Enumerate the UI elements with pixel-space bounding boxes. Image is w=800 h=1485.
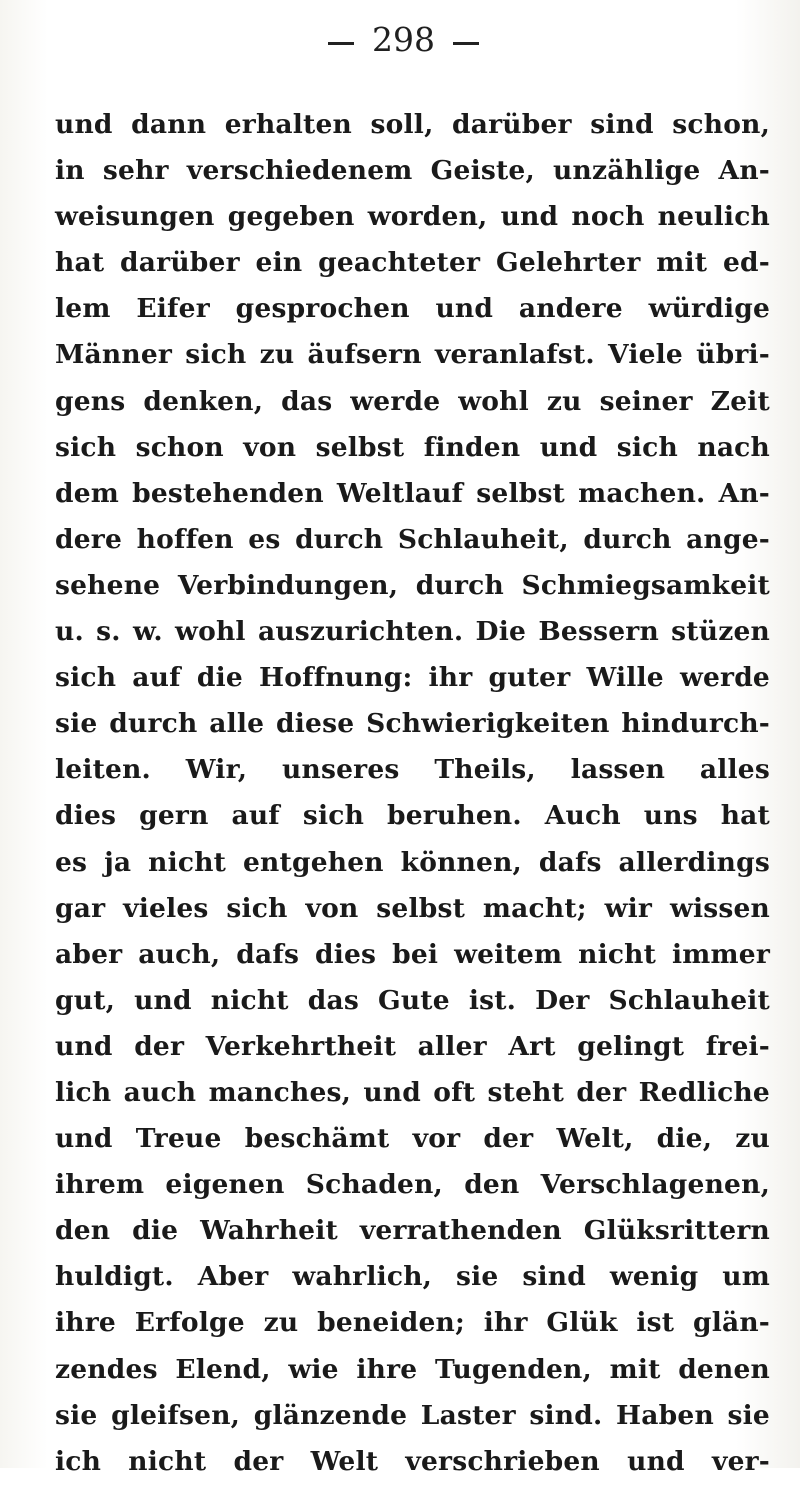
- text-line: und dann erhalten soll, darüber sind schon,: [55, 109, 770, 140]
- text-line: und der Verkehrtheit aller Art gelingt frei-: [55, 1030, 770, 1062]
- text-line: lem Eifer gesprochen und andere würdige: [55, 293, 770, 325]
- text-line: dere hoffen es durch Schlauheit, durch ange-: [55, 523, 770, 555]
- page-header: [0, 20, 800, 70]
- text-line: ich nicht der Welt verschrieben und ver-: [55, 1445, 770, 1477]
- page-number: 298: [372, 20, 435, 59]
- text-line: huldigt. Aber wahrlich, sie sind wenig um: [55, 1261, 770, 1293]
- text-line: sie durch alle diese Schwierigkeiten hindurch-: [55, 708, 770, 740]
- text-line: sich auf die Hoffnung: ihr guter Wille werde: [55, 662, 770, 694]
- header-right-dash: [453, 42, 479, 45]
- text-line: sie gleifsen, glänzende Laster sind. Haben sie: [55, 1399, 770, 1431]
- text-line: leiten. Wir, unseres Theils, lassen alles: [55, 754, 770, 786]
- text-line: dem bestehenden Weltlauf selbst machen. An-: [55, 477, 770, 509]
- header-left-dash: [328, 42, 354, 45]
- text-line: hat darüber ein geachteter Gelehrter mit ed-: [55, 247, 770, 279]
- text-line: zendes Elend, wie ihre Tugenden, mit denen: [55, 1353, 770, 1385]
- text-line: lich auch manches, und oft steht der Redliche: [55, 1076, 770, 1108]
- text-line: gens denken, das werde wohl zu seiner Zeit: [55, 385, 770, 417]
- text-line: in sehr verschiedenem Geiste, unzählige An-: [55, 155, 770, 187]
- text-line: ihrem eigenen Schaden, den Verschlagenen,: [55, 1169, 770, 1201]
- text-line: und Treue beschämt vor der Welt, die, zu: [55, 1123, 770, 1155]
- text-line: den die Wahrheit verrathenden Glüksrittern: [55, 1215, 770, 1247]
- text-line: Männer sich zu äufsern veranlafst. Viele übri-: [55, 339, 770, 371]
- text-line: sich schon von selbst finden und sich nach: [55, 431, 770, 463]
- text-line: weisungen gegeben worden, und noch neulich: [55, 201, 770, 233]
- page-body-text: [55, 102, 770, 1485]
- text-line: ihre Erfolge zu beneiden; ihr Glük ist glän-: [55, 1307, 770, 1339]
- text-line: gar vieles sich von selbst macht; wir wissen: [55, 892, 770, 924]
- text-line: sehene Verbindungen, durch Schmiegsamkeit: [55, 569, 770, 601]
- text-line: es ja nicht entgehen können, dafs allerdings: [55, 846, 770, 878]
- text-line: u. s. w. wohl auszurichten. Die Bessern stüzen: [55, 616, 770, 648]
- text-line: gut, und nicht das Gute ist. Der Schlauheit: [55, 984, 770, 1016]
- text-line: aber auch, dafs dies bei weitem nicht immer: [55, 938, 770, 970]
- page-number-row: [328, 20, 479, 59]
- text-line: dies gern auf sich beruhen. Auch uns hat: [55, 800, 770, 832]
